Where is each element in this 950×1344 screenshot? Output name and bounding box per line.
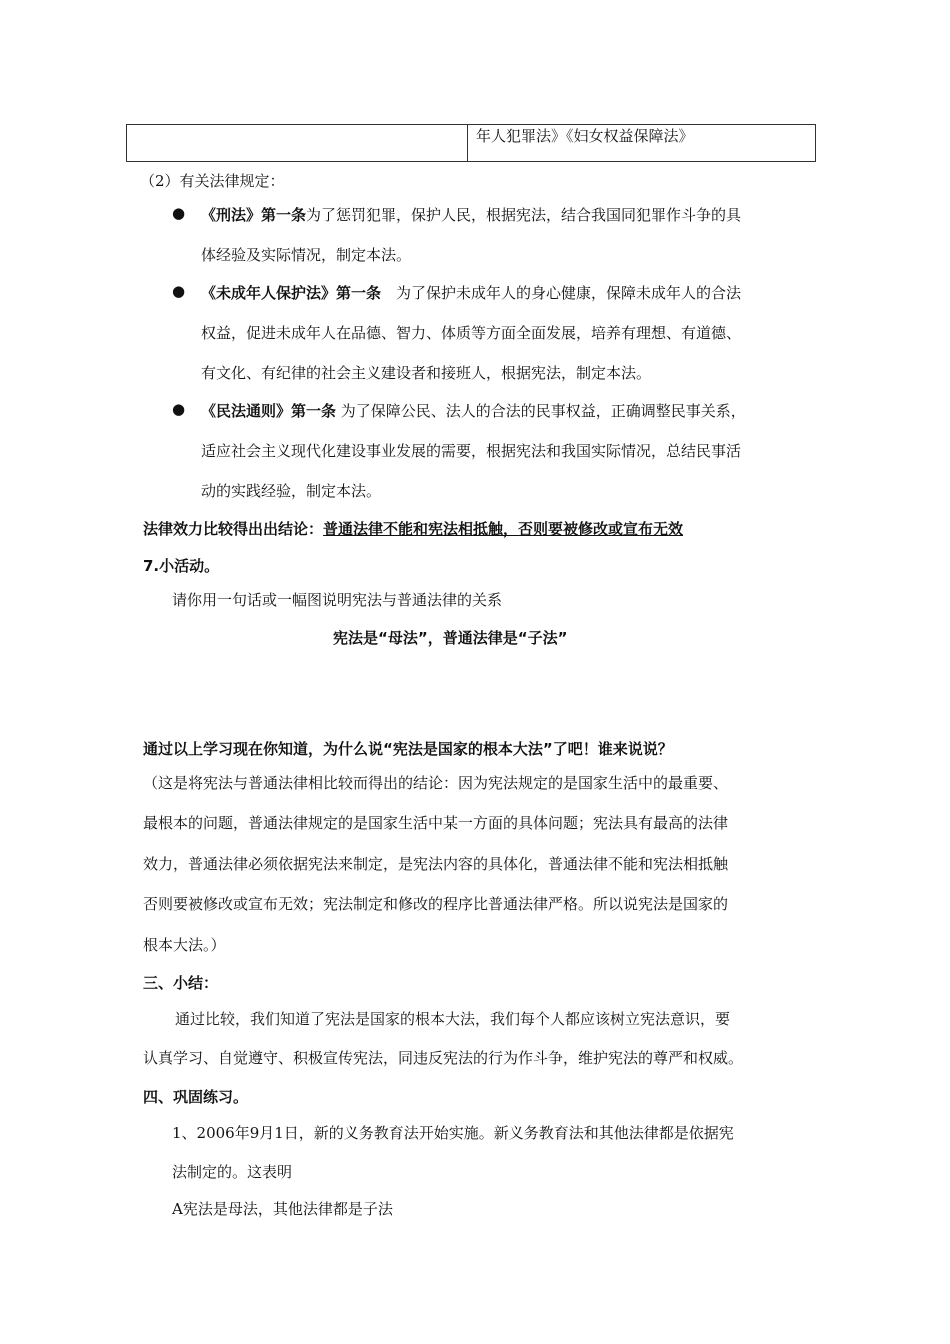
conclusion <box>143 518 683 539</box>
bullet-2-line1 <box>201 282 741 303</box>
activity-heading: 7.小活动。 <box>143 557 220 575</box>
practice-q1-line2: 法制定的。这表明 <box>172 1163 293 1181</box>
bullet-3-line2: 适应社会主义现代化建设事业发展的需要，根据宪法和我国实际情况，总结民事活 <box>201 442 742 460</box>
bullet-3-text: 为了保障公民、法人的合法的民事权益，正确调整民事关系， <box>336 402 746 420</box>
summary-heading: 三、小结： <box>143 974 219 992</box>
bullet-dot-icon: ● <box>172 204 186 222</box>
explanation-line-2: 最根本的问题，普通法律规定的是国家生活中某一方面的具体问题；宪法具有最高的法律 <box>143 814 729 832</box>
bullet-2-line3: 有文化、有纪律的社会主义建设者和接班人，根据宪法，制定本法。 <box>201 364 652 382</box>
bullet-2-line2: 权益，促进未成年人在品德、智力、体质等方面全面发展，培养有理想、有道德、 <box>201 324 742 342</box>
bullet-dot-icon: ● <box>172 400 186 418</box>
conclusion-underlined: 普通法律不能和宪法相抵触，否则要被修改或宣布无效 <box>323 520 684 538</box>
law-table <box>126 124 816 162</box>
bullet-1-title: 《刑法》第一条 <box>201 206 307 224</box>
practice-q1-line1: 1、2006年9月1日，新的义务教育法开始实施。新义务教育法和其他法律都是依据宪 <box>172 1124 734 1142</box>
explanation-line-5: 根本大法。） <box>143 936 226 954</box>
bullet-1-line2: 体经验及实际情况，制定本法。 <box>201 246 412 264</box>
question: 通过以上学习现在你知道，为什么说“宪法是国家的根本大法”了吧！谁来说说？ <box>143 740 673 758</box>
explanation-line-3: 效力，普通法律必须依据宪法来制定，是宪法内容的具体化，普通法律不能和宪法相抵触 <box>143 855 729 873</box>
bullet-3-title: 《民法通则》第一条 <box>201 402 337 420</box>
summary-line-2: 认真学习、自觉遵守、积极宣传宪法，同违反宪法的行为作斗争，维护宪法的尊严和权威。 <box>143 1049 744 1067</box>
bullet-1-line1 <box>201 204 741 225</box>
bullet-2-title: 《未成年人保护法》第一条 <box>201 284 382 302</box>
activity-answer: 宪法是“母法”，普通法律是“子法” <box>333 629 568 647</box>
summary-line-1: 通过比较，我们知道了宪法是国家的根本大法，我们每个人都应该树立宪法意识，要 <box>160 1010 731 1028</box>
table-left-cell <box>127 125 468 162</box>
bullet-3-line3: 动的实践经验，制定本法。 <box>201 482 382 500</box>
practice-option-a: A宪法是母法，其他法律都是子法 <box>172 1200 393 1218</box>
section2-heading: （2）有关法律规定： <box>140 172 285 190</box>
explanation-line-4: 否则要被修改或宣布无效；宪法制定和修改的程序比普通法律严格。所以说宪法是国家的 <box>143 895 729 913</box>
explanation-line-1: （这是将宪法与普通法律相比较而得出的结论：因为宪法规定的是国家生活中的最重要、 <box>143 774 729 792</box>
practice-heading: 四、巩固练习。 <box>143 1088 249 1106</box>
bullet-3-line1 <box>201 400 746 421</box>
bullet-1-text: 为了惩罚犯罪，保护人民，根据宪法，结合我国同犯罪作斗争的具 <box>306 206 742 224</box>
activity-prompt: 请你用一句话或一幅图说明宪法与普通法律的关系 <box>172 591 503 609</box>
conclusion-prefix: 法律效力比较得出出结论： <box>143 520 324 538</box>
table-right-cell: 年人犯罪法》《妇女权益保障法》 <box>468 125 816 162</box>
bullet-2-text: 为了保护未成年人的身心健康，保障未成年人的合法 <box>381 284 742 302</box>
bullet-dot-icon: ● <box>172 282 186 300</box>
